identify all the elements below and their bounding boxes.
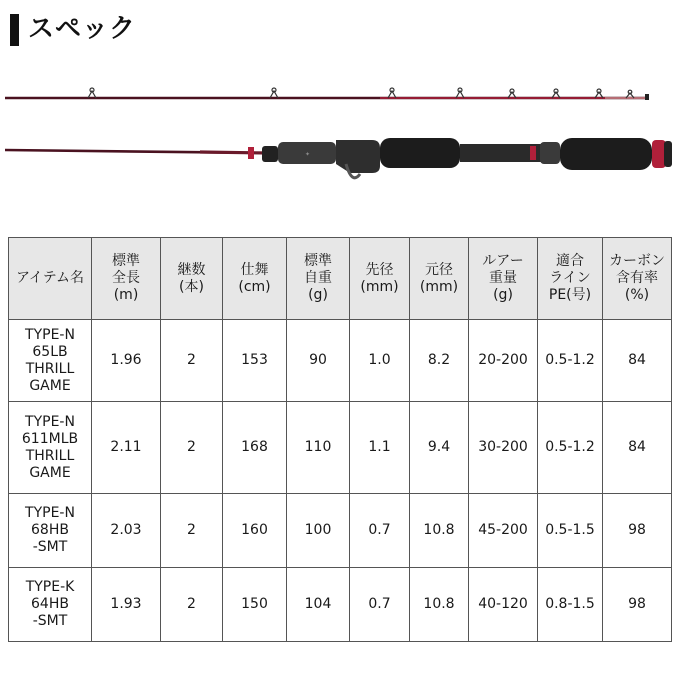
butt-diameter-cell: 9.4 [410, 402, 469, 494]
spec-table-header-row [9, 238, 672, 320]
carbon-cell: 98 [603, 494, 672, 568]
lure-weight-cell: 40-120 [469, 568, 538, 642]
lure-weight-cell: 30-200 [469, 402, 538, 494]
closed-length-cell: 160 [223, 494, 287, 568]
page-title: スペック [28, 14, 137, 44]
spec-table [8, 237, 672, 642]
length-cell: 1.96 [92, 320, 161, 402]
line-cell: 0.5-1.2 [538, 320, 603, 402]
length-cell: 2.03 [92, 494, 161, 568]
header-line: 適合 ライン PE(号) [538, 238, 603, 320]
pieces-cell: 2 [161, 494, 223, 568]
lure-weight-cell: 45-200 [469, 494, 538, 568]
item-name-cell: TYPE-K 64HB -SMT [9, 568, 92, 642]
header-carbon: カーボン 含有率 (%) [603, 238, 672, 320]
length-cell: 2.11 [92, 402, 161, 494]
header-weight: 標準 自重 (g) [287, 238, 350, 320]
weight-cell: 100 [287, 494, 350, 568]
table-row [9, 568, 672, 642]
line-cell: 0.5-1.2 [538, 402, 603, 494]
header-butt-diameter: 元径 (mm) [410, 238, 469, 320]
pieces-cell: 2 [161, 402, 223, 494]
butt-diameter-cell: 10.8 [410, 494, 469, 568]
lure-weight-cell: 20-200 [469, 320, 538, 402]
item-name-cell: TYPE-N 65LB THRILL GAME [9, 320, 92, 402]
table-row [9, 494, 672, 568]
tip-diameter-cell: 0.7 [350, 568, 410, 642]
rod-butt-section [5, 138, 672, 178]
weight-cell: 110 [287, 402, 350, 494]
line-cell: 0.5-1.5 [538, 494, 603, 568]
rod-tip-section [5, 88, 649, 100]
tip-diameter-cell: 1.1 [350, 402, 410, 494]
weight-cell: 90 [287, 320, 350, 402]
butt-diameter-cell: 8.2 [410, 320, 469, 402]
butt-diameter-cell: 10.8 [410, 568, 469, 642]
closed-length-cell: 153 [223, 320, 287, 402]
header-item-name: アイテム名 [9, 238, 92, 320]
header-pieces: 継数 (本) [161, 238, 223, 320]
svg-text:✦: ✦ [305, 151, 311, 158]
line-cell: 0.8-1.5 [538, 568, 603, 642]
carbon-cell: 98 [603, 568, 672, 642]
header-closed-length: 仕舞 (cm) [223, 238, 287, 320]
rod-image [0, 60, 680, 230]
weight-cell: 104 [287, 568, 350, 642]
tip-diameter-cell: 0.7 [350, 494, 410, 568]
table-row [9, 320, 672, 402]
length-cell: 1.93 [92, 568, 161, 642]
item-name-cell: TYPE-N 611MLB THRILL GAME [9, 402, 92, 494]
header-tip-diameter: 先径 (mm) [350, 238, 410, 320]
header-lure-weight: ルアー 重量 (g) [469, 238, 538, 320]
header-length: 標準 全長 (m) [92, 238, 161, 320]
pieces-cell: 2 [161, 568, 223, 642]
item-name-cell: TYPE-N 68HB -SMT [9, 494, 92, 568]
carbon-cell: 84 [603, 402, 672, 494]
tip-diameter-cell: 1.0 [350, 320, 410, 402]
pieces-cell: 2 [161, 320, 223, 402]
title-bar-marker [10, 14, 19, 46]
closed-length-cell: 168 [223, 402, 287, 494]
closed-length-cell: 150 [223, 568, 287, 642]
carbon-cell: 84 [603, 320, 672, 402]
table-row [9, 402, 672, 494]
